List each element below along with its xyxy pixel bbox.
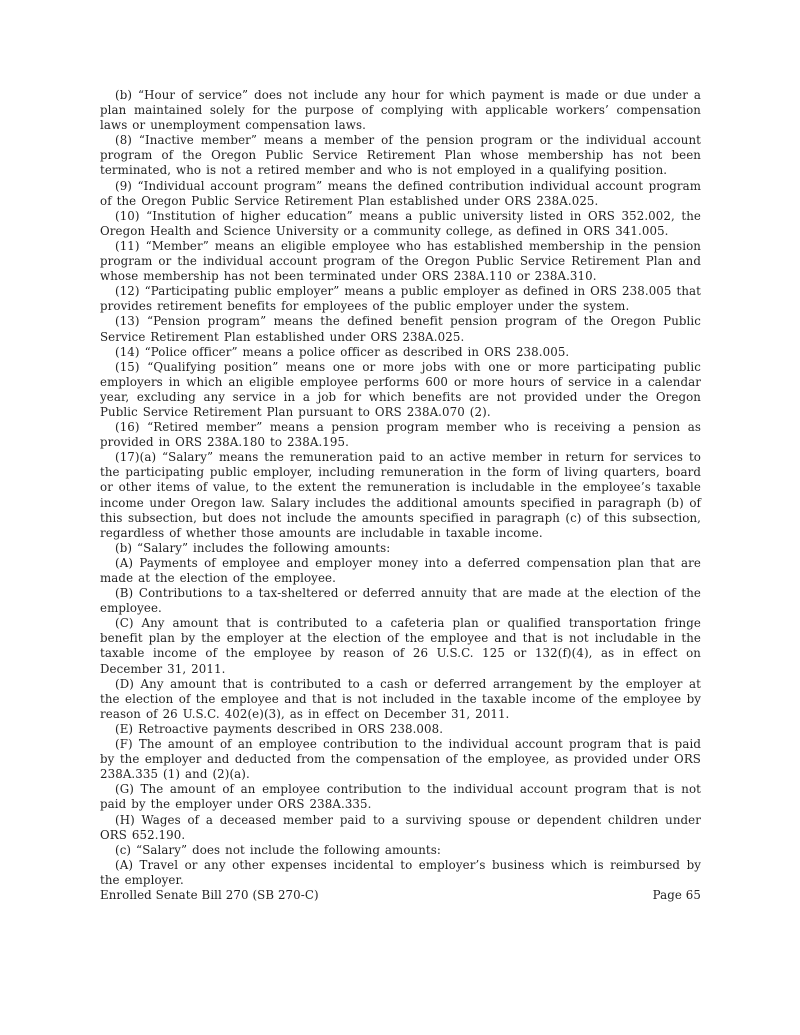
paragraph-salary-includes-d: (D) Any amount that is contributed to a cash or deferred arrangement by the employer at the election of the employee and that is not included in the taxable income of the employee by reason of 26 U.S.C. 402(e)(3), as in effect on December 31, 2011. (100, 676, 701, 721)
paragraph-participating-public-employer: (12) “Participating public employer” means a public employer as defined in ORS 238.005 that provides retirement benefits for employees of the public employer under the system. (100, 284, 701, 314)
paragraph-hour-of-service: (b) “Hour of service” does not include any hour for which payment is made or due under a plan maintained solely for the purpose of complying with applicable workers’ compensation laws or unemployment compensation laws. (100, 88, 701, 133)
paragraph-salary-includes-g: (G) The amount of an employee contribution to the individual account program that is not paid by the employer under ORS 238A.335. (100, 782, 701, 812)
paragraph-salary-includes-h: (H) Wages of a deceased member paid to a surviving spouse or dependent children under ORS 652.190. (100, 812, 701, 842)
paragraph-salary-includes-f: (F) The amount of an employee contribution to the individual account program that is paid by the employer and deducted from the compensation of the employee, as provided under ORS 238A.335 (1) and (2)(a). (100, 737, 701, 782)
paragraph-member: (11) “Member” means an eligible employee who has established membership in the pension program or the individual account program of the Oregon Public Service Retirement Plan and whose membership has not been terminated under ORS 238A.110 or 238A.310. (100, 238, 701, 284)
paragraph-salary-includes-b: (B) Contributions to a tax-sheltered or deferred annuity that are made at the election of the employee. (100, 586, 701, 616)
paragraph-institution-higher-education: (10) “Institution of higher education” means a public university listed in ORS 352.002, the Oregon Health and Science University or a community college, as defined in ORS 341.005. (100, 208, 701, 238)
footer-bill-title: Enrolled Senate Bill 270 (SB 270-C) (100, 888, 319, 902)
paragraph-retired-member: (16) “Retired member” means a pension program member who is receiving a pension as provided in ORS 238A.180 to 238A.195. (100, 420, 701, 450)
paragraph-salary-includes: (b) “Salary” includes the following amounts: (115, 540, 391, 555)
paragraph-salary-excludes: (c) “Salary” does not include the following amounts: (115, 842, 442, 857)
paragraph-salary-includes-a: (A) Payments of employee and employer money into a deferred compensation plan that are made at the election of the employee. (100, 555, 701, 585)
page-footer (100, 888, 701, 903)
paragraph-salary-excludes-a: (A) Travel or any other expenses incidental to employer’s business which is reimbursed by the employer. (100, 857, 701, 887)
paragraph-pension-program: (13) “Pension program” means the defined benefit pension program of the Oregon Public Service Retirement Plan established under ORS 238A.025. (100, 314, 701, 344)
footer-page-number: Page 65 (652, 888, 701, 902)
paragraph-police-officer: (14) “Police officer” means a police officer as described in ORS 238.005. (115, 344, 570, 359)
paragraph-inactive-member: (8) “Inactive member” means a member of the pension program or the individual account program of the Oregon Public Service Retirement Plan whose membership has not been terminated, who is not a retired member and who is not employed in a qualifying position. (100, 133, 701, 178)
paragraph-salary-definition: (17)(a) “Salary” means the remuneration paid to an active member in return for services to the participating public employer, including remuneration in the form of living quarters, board or other items of value, to the extent the remuneration is includable in the employee’s taxable income under Oregon law. Salary includes the additional amounts specified in paragraph (b) of this subsection, but does not include the amounts specified in paragraph (c) of this subsection, regardless of whether those amounts are includable in taxable income. (100, 450, 701, 540)
paragraph-qualifying-position: (15) “Qualifying position” means one or more jobs with one or more participating public employers in which an eligible employee performs 600 or more hours of service in a calendar year, excluding any service in a job for which benefits are not provided under the Oregon Public Service Retirement Plan pursuant to ORS 238A.070 (2). (100, 359, 701, 419)
paragraph-salary-includes-e: (E) Retroactive payments described in ORS 238.008. (115, 721, 444, 736)
bill-text-body (100, 88, 701, 888)
paragraph-salary-includes-c: (C) Any amount that is contributed to a cafeteria plan or qualified transportation fringe benefit plan by the employer at the election of the employee and that is not includable in the taxable income of the employee by reason of 26 U.S.C. 125 or 132(f)(4), as in effect on December 31, 2011. (100, 616, 701, 676)
paragraph-individual-account-program: (9) “Individual account program” means the defined contribution individual account program of the Oregon Public Service Retirement Plan established under ORS 238A.025. (100, 178, 701, 208)
